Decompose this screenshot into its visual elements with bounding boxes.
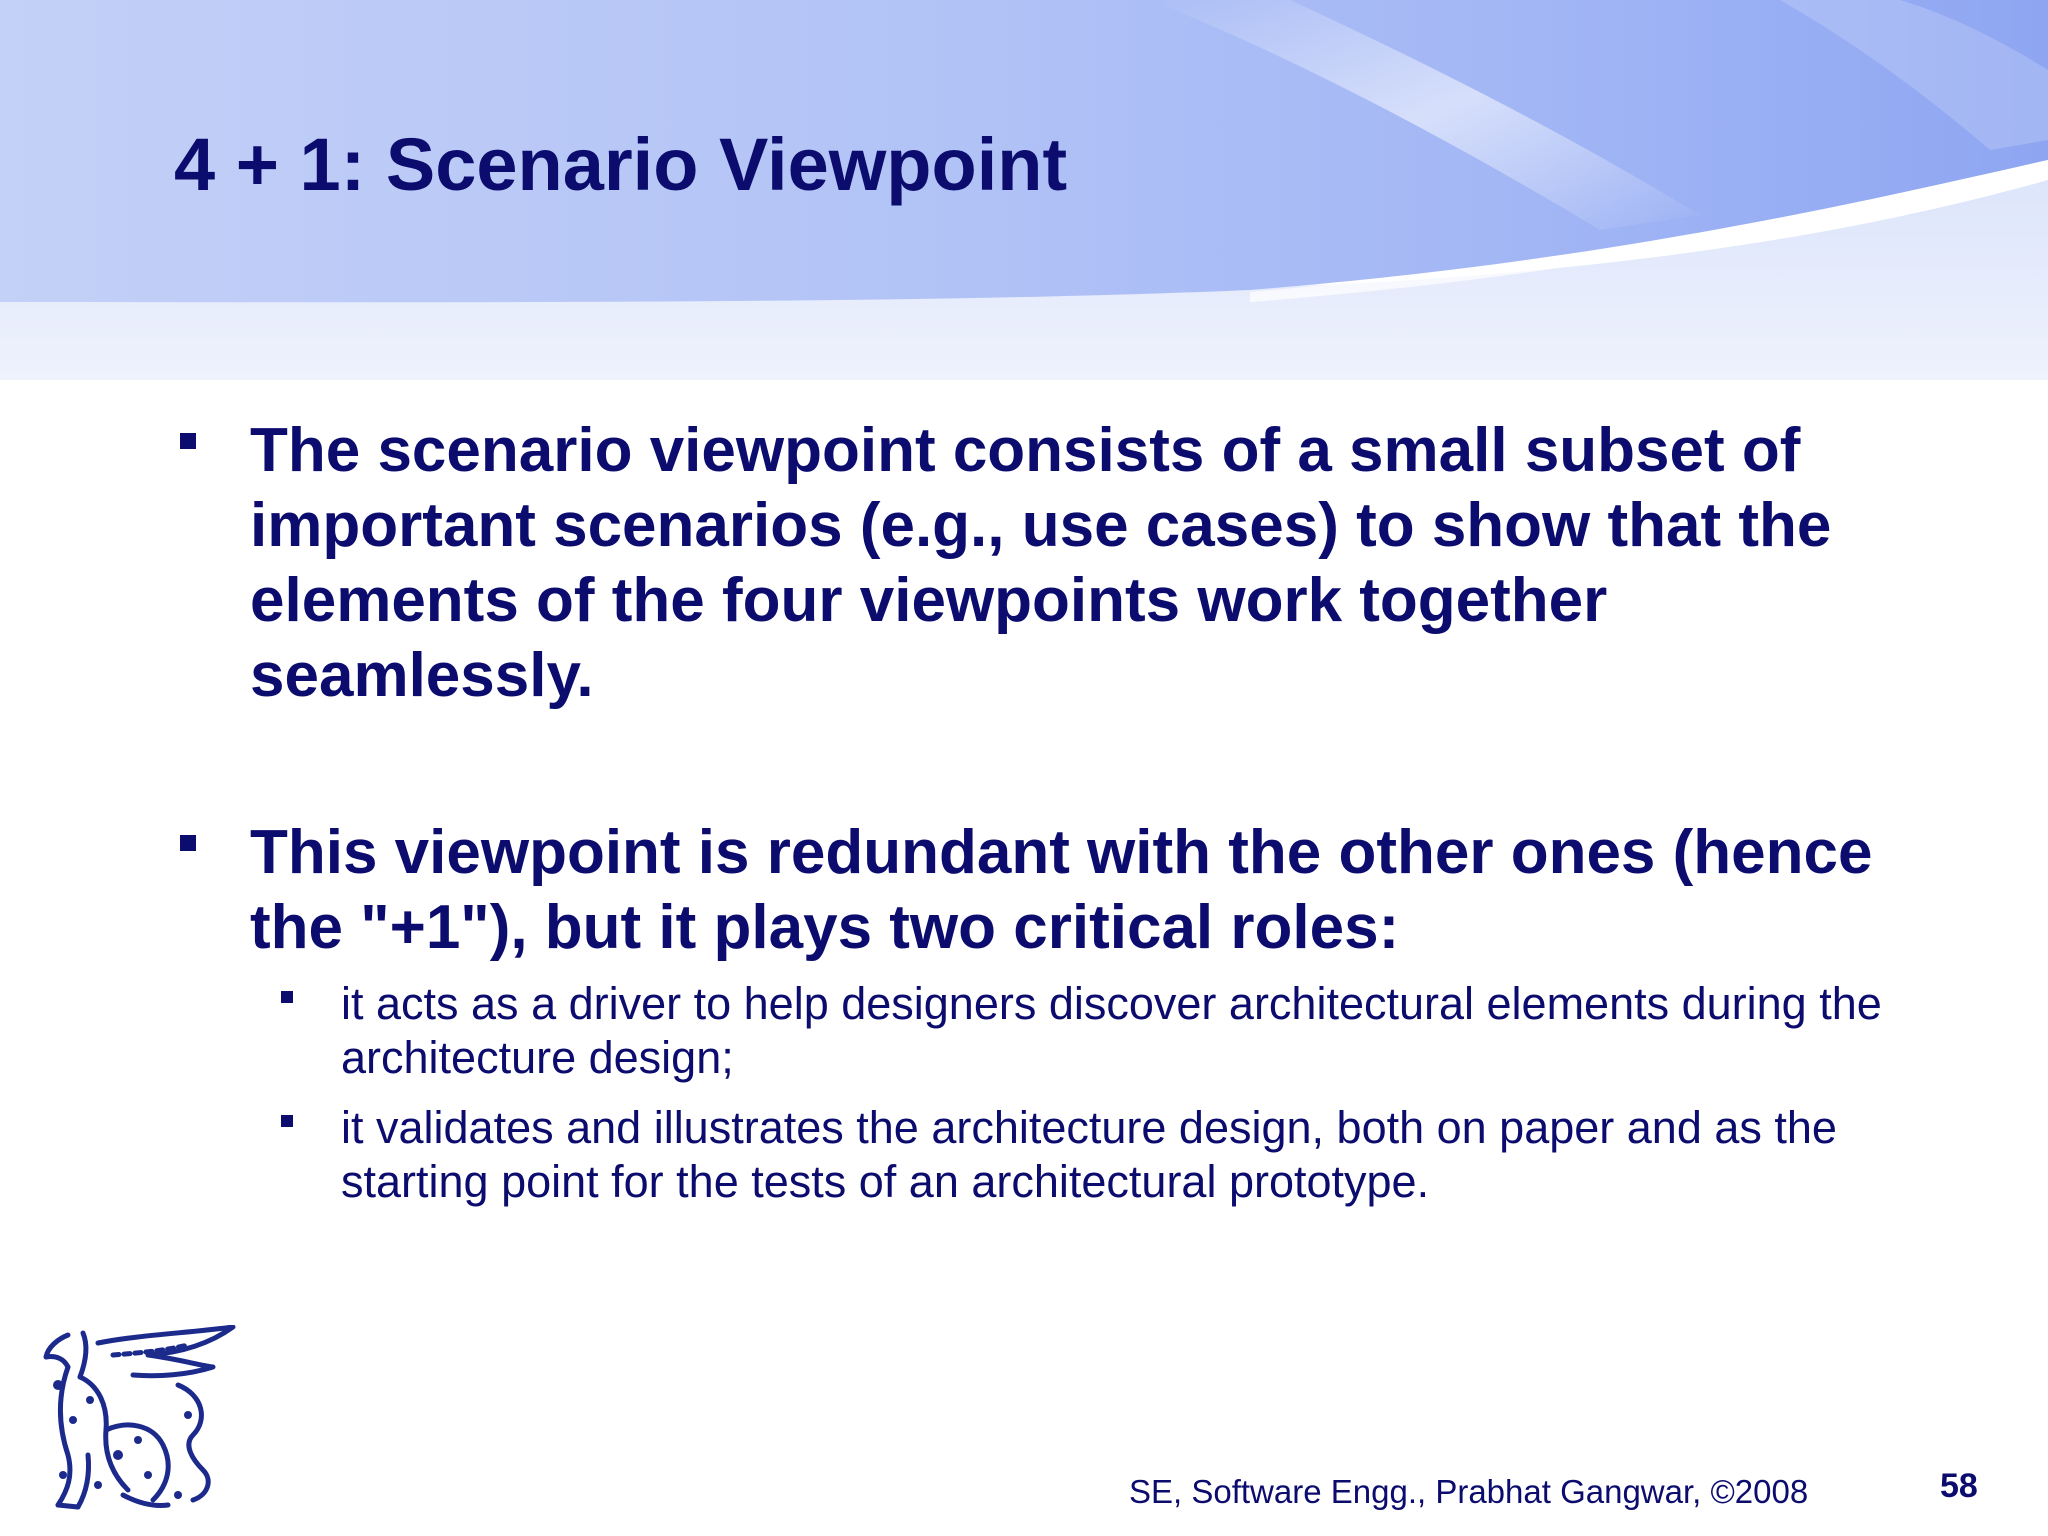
- square-bullet-icon: [281, 1115, 293, 1127]
- bullet-item: [250, 815, 1950, 965]
- footer-text: SE, Software Engg., Prabhat Gangwar, ©2008: [1129, 1473, 1809, 1510]
- sub-bullet-text: it acts as a driver to help designers discover architectural elements during the architecture design;: [341, 978, 1882, 1083]
- bullet-text: This viewpoint is redundant with the other ones (hence the "+1"), but it plays two critical roles:: [250, 818, 1873, 962]
- page-number: 58: [1940, 1467, 1978, 1505]
- bullet-item: [250, 413, 1950, 713]
- slide-title: 4 + 1: Scenario Viewpoint: [174, 123, 1068, 206]
- bullet-text: The scenario viewpoint consists of a small subset of important scenarios (e.g., use cases) to show that the elements of the four viewpoints work together seamlessly.: [250, 416, 1832, 710]
- griffin-emblem-icon: [28, 1325, 248, 1515]
- sub-bullet-item: [341, 1101, 1961, 1209]
- square-bullet-icon: [281, 991, 293, 1003]
- square-bullet-icon: [180, 433, 196, 449]
- sub-bullet-item: [341, 977, 1961, 1085]
- sub-bullet-text: it validates and illustrates the architecture design, both on paper and as the starting point for the tests of an architectural prototype.: [341, 1102, 1837, 1207]
- square-bullet-icon: [180, 835, 196, 851]
